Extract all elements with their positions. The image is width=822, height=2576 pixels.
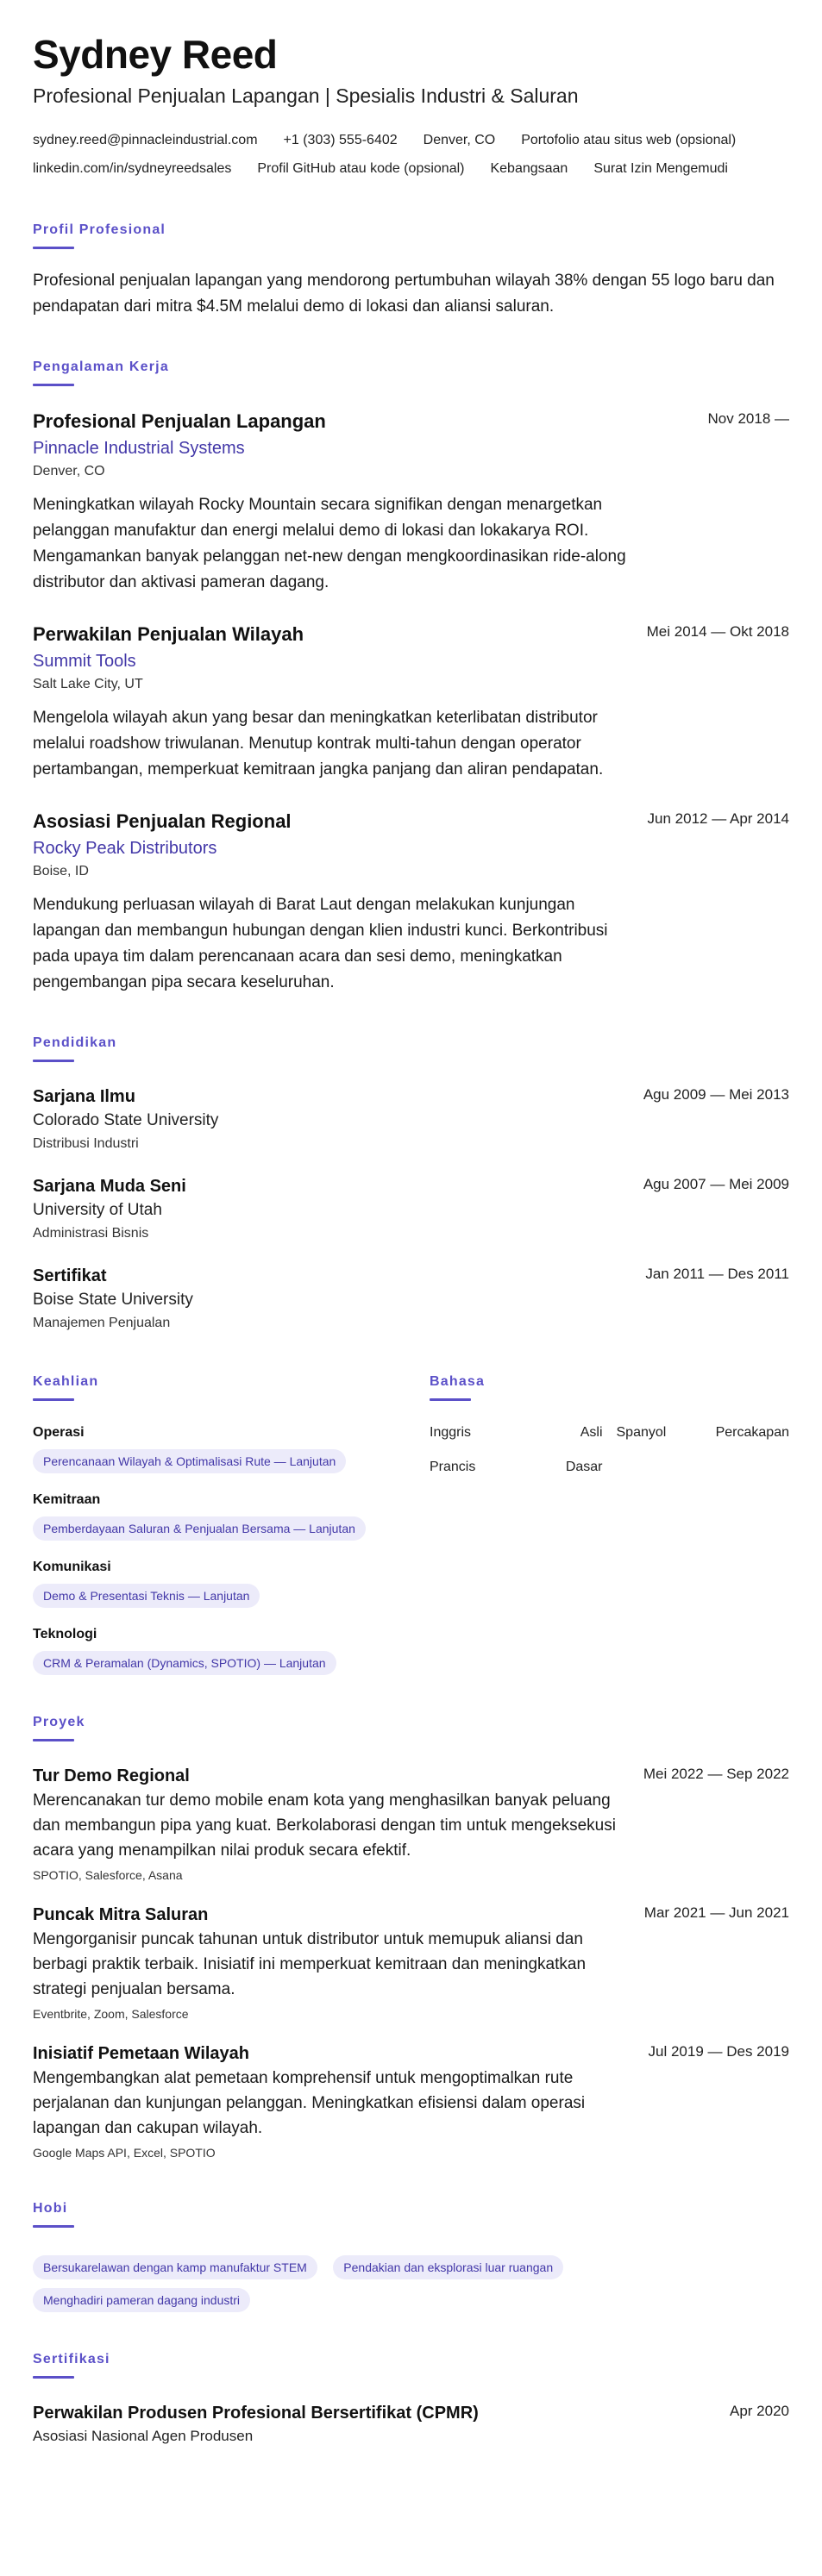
degree-name: Sarjana Ilmu	[33, 1087, 135, 1106]
entry-date: Nov 2018 —	[707, 410, 789, 427]
contact-nationality: Kebangsaan	[490, 161, 568, 176]
project-title: Inisiatif Pemetaan Wilayah	[33, 2044, 250, 2063]
school-name: Colorado State University	[33, 1111, 219, 1129]
contact-driving-license: Surat Izin Mengemudi	[593, 161, 728, 176]
skills-languages-row	[33, 1372, 789, 1675]
contact-portfolio[interactable]: Portofolio atau situs web (opsional)	[521, 133, 737, 147]
entry-date: Apr 2020	[730, 2403, 789, 2419]
section-title: Profil Profesional	[33, 222, 166, 237]
project-title: Tur Demo Regional	[33, 1766, 190, 1785]
language-name: Spanyol	[616, 1425, 667, 1440]
resume-header	[33, 0, 789, 183]
section-divider	[33, 2376, 74, 2379]
entry-date: Jun 2012 — Apr 2014	[647, 810, 789, 827]
education-entry	[33, 1085, 789, 1155]
contact-phone[interactable]: +1 (303) 555-6402	[283, 133, 398, 147]
entry-date: Jan 2011 — Des 2011	[645, 1266, 789, 1282]
summary-text: Profesional penjualan lapangan yang mendorong pertumbuhan wilayah 38% dengan 55 logo baru dan pendapatan dari mitra $4.5M melalui demo di lokasi dan aliansi saluran.	[33, 272, 775, 316]
language-list	[430, 1423, 789, 1492]
section-title: Keahlian	[33, 1374, 99, 1389]
language-level: Asli	[580, 1425, 603, 1440]
section-title: Bahasa	[430, 1374, 486, 1389]
certification-title: Perwakilan Produsen Profesional Bersertifikat (CPMR)	[33, 2404, 479, 2423]
skill-tag: Demo & Presentasi Teknis — Lanjutan	[33, 1584, 260, 1608]
contact-linkedin[interactable]: linkedin.com/in/sydneyreedsales	[33, 161, 232, 176]
certifications-section	[33, 2350, 789, 2448]
section-divider	[33, 1060, 74, 1062]
field-of-study: Manajemen Penjualan	[33, 1316, 171, 1330]
project-tools: Eventbrite, Zoom, Salesforce	[33, 2007, 189, 2021]
language-name: Inggris	[430, 1425, 472, 1440]
education-entry	[33, 1174, 789, 1245]
language-name: Prancis	[430, 1460, 476, 1474]
skill-tag: Perencanaan Wilayah & Optimalisasi Rute — Lanjutan	[33, 1449, 346, 1473]
job-location: Denver, CO	[33, 464, 105, 478]
certification-entry	[33, 2401, 789, 2448]
project-tools: Google Maps API, Excel, SPOTIO	[33, 2146, 216, 2160]
contact-location: Denver, CO	[423, 133, 496, 147]
project-description: Mengorganisir puncak tahunan untuk distributor untuk memupuk aliansi dan berbagi praktik terbaik. Inisiatif ini memperkuat kemitraan dan meningkatkan strategi penjualan bersama.	[33, 1930, 587, 1998]
project-entry	[33, 1764, 789, 1884]
field-of-study: Distribusi Industri	[33, 1136, 139, 1151]
hobby-list	[33, 2247, 688, 2312]
language-item	[430, 1423, 603, 1442]
skill-category: Komunikasi	[33, 1560, 111, 1574]
summary-section	[33, 221, 789, 320]
job-title: Asosiasi Penjualan Regional	[33, 810, 292, 832]
school-name: Boise State University	[33, 1291, 193, 1309]
section-divider	[33, 247, 74, 249]
projects-section	[33, 1713, 789, 2161]
language-level: Dasar	[565, 1460, 603, 1474]
section-title: Pendidikan	[33, 1035, 117, 1050]
language-item	[617, 1423, 790, 1442]
skill-tag: CRM & Peramalan (Dynamics, SPOTIO) — Lanjutan	[33, 1651, 336, 1675]
skill-category: Teknologi	[33, 1627, 97, 1641]
hobby-tag: Bersukarelawan dengan kamp manufaktur STEM	[33, 2255, 317, 2279]
company-name: Pinnacle Industrial Systems	[33, 439, 245, 458]
section-divider	[33, 384, 74, 386]
project-description: Merencanakan tur demo mobile enam kota yang menghasilkan banyak peluang dan membangun pipa yang kuat. Berkolaborasi dengan tim untuk mengeksekusi acara yang menampilkan nilai produk secara efektif.	[33, 1791, 616, 1860]
project-entry	[33, 2041, 789, 2161]
contact-email[interactable]: sydney.reed@pinnacleindustrial.com	[33, 133, 258, 147]
job-title: Perwakilan Penjualan Wilayah	[33, 623, 304, 645]
section-title: Hobi	[33, 2201, 68, 2216]
contact-github[interactable]: Profil GitHub atau kode (opsional)	[257, 161, 465, 176]
field-of-study: Administrasi Bisnis	[33, 1226, 149, 1241]
entry-date: Mei 2022 — Sep 2022	[643, 1766, 789, 1782]
hobby-tag: Pendakian dan eksplorasi luar ruangan	[333, 2255, 563, 2279]
skill-tag: Pemberdayaan Saluran & Penjualan Bersama — Lanjutan	[33, 1516, 366, 1541]
section-title: Pengalaman Kerja	[33, 360, 169, 374]
experience-entry	[33, 409, 789, 596]
experience-entry	[33, 622, 789, 783]
job-description: Mengelola wilayah akun yang besar dan meningkatkan keterlibatan distributor melalui roadshow triwulanan. Menutup kontrak multi-tahun dengan operator pertambangan, memperkuat kemitraan jangka panjang dan aliran pendapatan.	[33, 709, 604, 778]
language-item	[430, 1458, 603, 1477]
degree-name: Sertifikat	[33, 1266, 107, 1285]
section-divider	[33, 1739, 74, 1741]
entry-date: Agu 2009 — Mei 2013	[643, 1086, 789, 1103]
hobbies-section	[33, 2199, 789, 2312]
school-name: University of Utah	[33, 1201, 162, 1219]
candidate-name: Sydney Reed	[33, 32, 278, 77]
company-name: Rocky Peak Distributors	[33, 839, 217, 858]
hobby-tag: Menghadiri pameran dagang industri	[33, 2288, 250, 2312]
education-section	[33, 1034, 789, 1335]
company-name: Summit Tools	[33, 652, 136, 671]
section-divider	[430, 1398, 471, 1401]
certification-issuer: Asosiasi Nasional Agen Produsen	[33, 2428, 254, 2444]
contact-list	[33, 126, 792, 183]
project-entry	[33, 1903, 789, 2023]
job-description: Meningkatkan wilayah Rocky Mountain secara signifikan dengan menargetkan pelanggan manufaktur dan energi melalui demo di lokasi dan lokakarya ROI. Mengamankan banyak pelanggan net-new dengan mengkoordinasikan ride-along distributor dan aktivasi pameran dagang.	[33, 496, 626, 591]
section-divider	[33, 2225, 74, 2228]
job-location: Salt Lake City, UT	[33, 677, 143, 691]
entry-date: Agu 2007 — Mei 2009	[643, 1176, 789, 1192]
section-divider	[33, 1398, 74, 1401]
skill-category: Operasi	[33, 1425, 85, 1440]
project-title: Puncak Mitra Saluran	[33, 1905, 209, 1924]
candidate-headline: Profesional Penjualan Lapangan | Spesialis Industri & Saluran	[33, 84, 579, 107]
section-title: Proyek	[33, 1715, 85, 1729]
degree-name: Sarjana Muda Seni	[33, 1177, 186, 1196]
languages-section	[430, 1372, 789, 1675]
entry-date: Mar 2021 — Jun 2021	[643, 1904, 789, 1921]
skills-section	[33, 1372, 430, 1675]
skill-category: Kemitraan	[33, 1492, 101, 1507]
entry-date: Jul 2019 — Des 2019	[648, 2043, 789, 2060]
experience-section	[33, 358, 789, 996]
education-entry	[33, 1264, 789, 1335]
section-title: Sertifikasi	[33, 2352, 110, 2367]
job-location: Boise, ID	[33, 864, 89, 878]
project-description: Mengembangkan alat pemetaan komprehensif untuk mengoptimalkan rute perjalanan dan kunjungan pelanggan. Meningkatkan efisiensi dalam operasi lapangan dan cakupan wilayah.	[33, 2069, 586, 2137]
experience-entry	[33, 809, 789, 996]
project-tools: SPOTIO, Salesforce, Asana	[33, 1868, 183, 1882]
job-title: Profesional Penjualan Lapangan	[33, 410, 326, 432]
job-description: Mendukung perluasan wilayah di Barat Laut dengan melakukan kunjungan lapangan dan membangun hubungan dengan klien industri kunci. Berkontribusi pada upaya tim dalam perencanaan acara dan sesi demo, meningkatkan pengembangan pipa secara keseluruhan.	[33, 896, 608, 991]
entry-date: Mei 2014 — Okt 2018	[646, 623, 789, 640]
language-level: Percakapan	[715, 1425, 789, 1440]
